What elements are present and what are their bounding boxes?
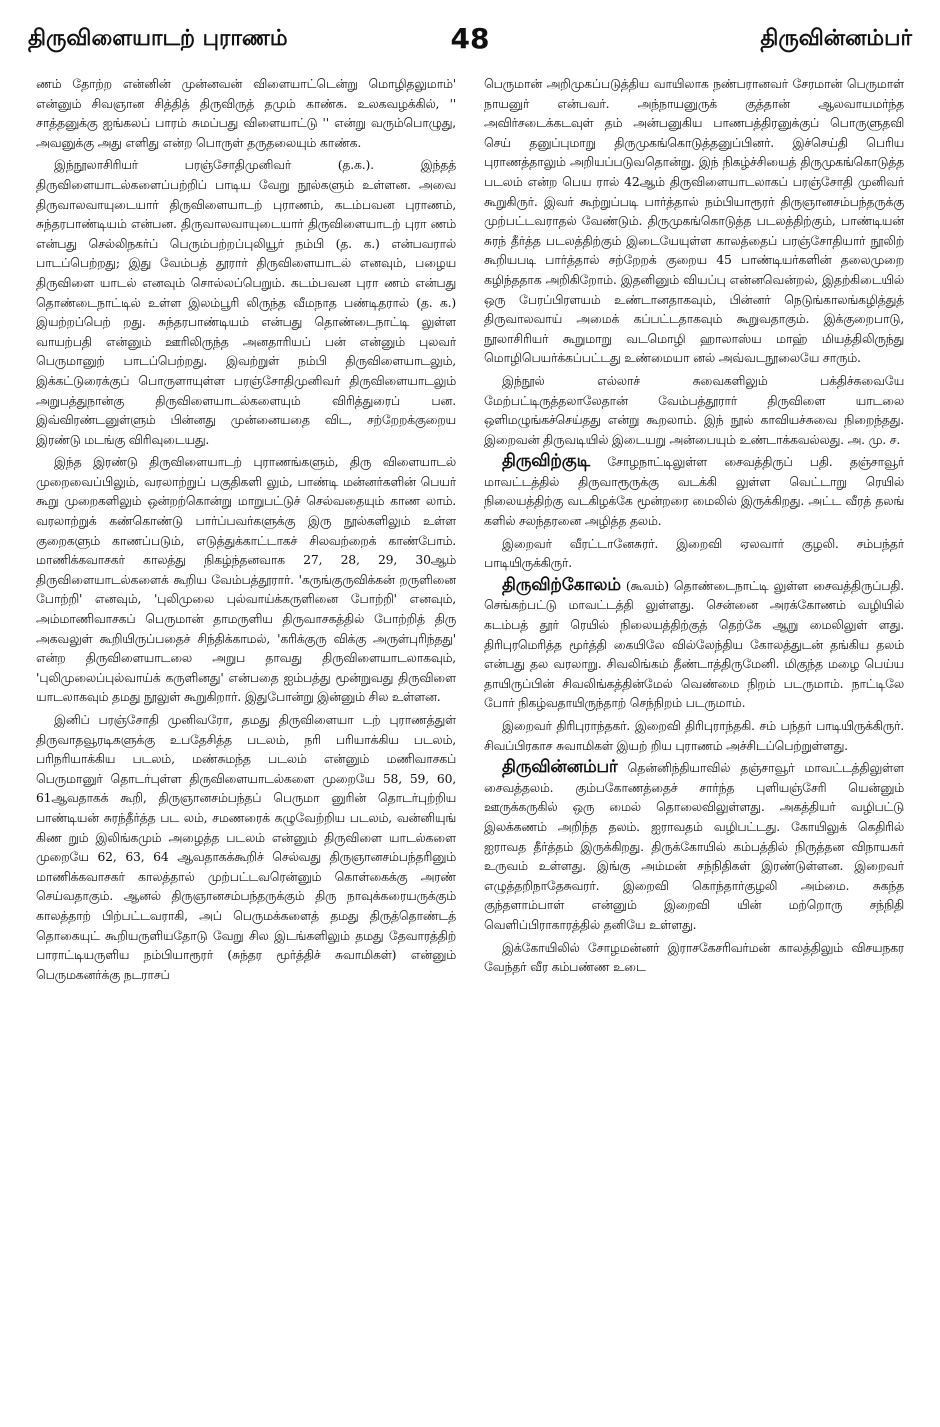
- paragraph: இனிப் பரஞ்சோதி முனிவரோ, தமது திருவிளையா டற் புராணத்துள் திருவாதவூரடிகளுக்கு உபதேசித்த படலம், நரி பரியாக்கிய படலம், பரிநரியாக்கிய படலம், மண்சுமந்த படலம் என்னும் மணிவாசகப் பெருமானுர் தொடர்புள்ள திருவிளையாடல்களை முறையே 58, 59, 60, 61ஆவதாகக் கூறி, திருஞானசம்பந்தப் பெருமா னுரின் தொடர்புற்றிய பாண்டியன் சுரந்தீர்த்த பட லம், சமணரைக் கழுவேற்றிய படலம், வன்னியுங் கிண றும் இலிங்கமும் அழைத்த படலம் என்னும் திருவிளை யாடல்களை முறையே 62, 63, 64 ஆவதாகக்கூறிச் செல்வது திருஞானசம்பந்தரினும் மாணிக்கவாசகர் காலத்தால் முற்பட்டவரென்னும் கொள்கைக்கு அரண் செய்வதாகும். ஆனல் திருஞானசம்பந்தருக்கும் திரு நாவுக்கரையருக்கும் காலத்தாற் பிற்பட்டவராகி, அப் பெருமக்களைத் தமது திருத்தொண்டத் தொகையுட் கூறியருளியதோடு வேறு சில இடங்களிலும் தமது தேவாரத்திற் பாராட்டியருளிய நம்பியாரூரர் (சுந்தர மூர்த்திச் சுவாமிகள்) என்னும் பெருமகனர்க்கு நடராசப்: [36, 712, 456, 982]
- paragraph: இந்த இரண்டு திருவிளையாடற் புராணங்களும், திரு விளையாடல் முறைவைப்பிலும், வரலாற்றுப் பகுதிகளி லும், பாண்டி மன்னர்களின் பெயர் கூறு முறைகளிலும் ஒன்றற்கொன்று மாறுபட்டுச் செல்வதையும் காண லாம். வரலாற்றுக் கண்கொண்டு பார்ப்பவர்களுக்கு இரு நூல்களிலும் உள்ள குறைகளும் காணப்படும், எடுத்துக்காட்டாகச் சிலவற்றைக் காண்போம். மாணிக்கவாசகர் காலத்து நிகழ்ந்தனவாக 27, 28, 29, 30ஆம் திருவிளையாடல்களைக் கூறிய வேம்பத்தூரார். 'கருங்குருவிக்கன் றருளினை போற்றி' எனவும், 'புலிமுலை புல்வாய்க்கருளினை போற்றி' எனவும், அம்மாணிவாசகப் பெருமான் தாமருளிய திருவாசகத்தில் போற்றித் திரு அகவலுள் கூறியிருப்பதைச் சிந்திக்காமல், 'கரிக்குரு விக்கு அருள்புரிந்தது' என்ற திருவிளையாடலை அறுப தாவது திருவிளையாடலாகவும், 'புலிமுலைப்புல்வாய்க் கருளினது' என்பதை ஐம்பத்து மூன்றுவது திருவிளை யாடலாகவும் தமது நூலுள் கூறுகிறார். இதுபோன்று இன்னும் சில உள்ளன.: [36, 454, 456, 705]
- page-number: 48: [450, 22, 490, 55]
- running-title-left: திருவிளையாடற் புராணம்: [28, 26, 288, 51]
- left-column: [36, 74, 456, 1414]
- entry-body: (கூவம்) தொண்டைநாட்டி லுள்ள சைவத்திருப்பதி. செங்கற்பட்டு மாவட்டத்தி லுள்ளது. சென்னை அரக்கோணம் வழியில் கடம்பத் தூர் ரெயில் நிலையத்திற்குத் தெற்கே ஆறு மைலிலுள் ளது. திரிபுரமெரித்த மூர்த்தி கையிலே வில்லேந்திய கோலத்துடன் தங்கிய தலம் என்பது தல வரலாறு. சிவலிங்கம் தீண்டாத்திருமேனி. மிகுந்த மழை பெய்ய தாயிருப்பின் சிவலிங்கத்தின்மேல் வெண்மை நிறம் படருமாம். நாட்டிலே போர் நிகழ்வதாயிருந்தாற் செந்நிறம் படருமாம்.: [484, 577, 904, 711]
- entry-thiruvinnambar: [484, 758, 904, 934]
- paragraph: இந்நூல் எல்லாச் சுவைகளிலும் பக்திச்சுவையே மேற்பட்டிருத்தலாலேதான் வேம்பத்தூரார் திருவிளை யாடலை ஒளிமழுங்கச்செய்தது என்று கூறலாம். இந் நூல் காவியச்சுவை நிறைந்தது. இறைவன் திருவடியில் இடையறு அன்பையும் உண்டாக்கவல்லது. அ. மு. ச.: [484, 372, 904, 447]
- entry-body: சோழநாட்டிலுள்ள சைவத்திருப் பதி. தஞ்சாவூர் மாவட்டத்தில் திருவாரூருக்கு வடக்கி லுள்ள வெட்டாறு ரெயில் நிலையத்திற்கு வடகிழக்கே மூன்றரை மைலில் இருக்கிறது. அட்ட வீரத் தலங் களில் சலந்தரனை அழித்த தலம்.: [484, 454, 904, 529]
- entry-thiruvirkolam: [484, 576, 904, 713]
- right-column: [484, 74, 904, 1414]
- page-header: [28, 22, 912, 60]
- paragraph: இக்கோயிலில் சோழமன்னர் இராசகேசரிவர்மன் காலத்திலும் விசயநகர வேந்தர் வீர கம்பண்ண உடை: [484, 939, 904, 975]
- paragraph: இறைவர் வீரட்டானேசுரர். இறைவி ஏலவார் குழலி. சம்பந்தர் பாடியிருக்கிருர்.: [484, 535, 904, 571]
- paragraph: ணம் தோற்ற என்னின் முன்னவன் விளையாட்டென்று மொழிதலுமாம்' என்னும் சிவஞான சித்தித் திருவிருத் தமும் காண்க. உலகவழக்கில், '' சாத்தனுக்கு ஐங்கலப் பாரம் சுமப்பது விளையாட்டு '' என்று வரும்பொழுது, அவனுக்கு அது எளிது என்ற பொருள் தருதலையும் காண்க.: [36, 76, 456, 150]
- entry-heading: திருவிற்குடி: [502, 451, 590, 472]
- paragraph: இந்நூலாசிரியர் பரஞ்சோதிமுனிவர் (த.க.). இந்தத் திருவிளையாடல்களைப்பற்றிப் பாடிய வேறு நூல்களும் உள்ளன. அவை திருவாலவாயுடையார் திருவிளையாடற் புராணம், கடம்பவன புராணம், சுந்தரபாண்டியம் என்பன. திருவாலவாயுடையார் திருவிளையாடற் புரா ணம் என்பது செல்லிநகர்ப் பெரும்பற்றப்புலியூர் நம்பி (த. க.) என்பவரால் பாடப்பெற்றது; இது வேம்பத் தூரார் திருவிளையாடல் எனவும், பழைய திருவிளை யாடல் எனவும் சொல்லப்பெறும். கடம்பவன புரா ணம் என்பது தொண்டைநாட்டில் உள்ள இலம்பூரி லிருந்த வீமநாத பண்டிதரால் (த. க.) இயற்றப்பெற் றது. சுந்தரபாண்டியம் என்பது தொண்டைநாட்டி லுள்ள வாயற்பதி என்னும் ஊரிலிருந்த அனதாரியப் பன் என்னும் புலவர் பெருமானுற் பாடப்பெற்றது. இவற்றுள் நம்பி திருவிளையாடலும், இக்கட்டுரைக்குப் பொருளாயுள்ள பரஞ்சோதிமுனிவர் திருவிளையாடலும் அறுபத்துநான்கு திருவிளையாடல்களையும் விரித்துரைப் பன. இவ்விரண்டனுள்ளும் பின்னது முன்னையதை விட, சற்றேறக்குறைய இரண்டு மடங்கு விரிவுடையது.: [36, 157, 456, 447]
- paragraph: பெருமான் அறிமுகப்படுத்திய வாயிலாக நண்பரானவர் சேரமான் பெருமாள் நாயனுர் என்பவர். அந்நாயனுருக் குத்தான் ஆலவாயமர்ந்த அவிர்சடைக்கடவுள் தம் அன்பனுகிய பாணபத்திரனுக்குப் பொருளுதவி செய் தனுப்புமாறு திருமுகங்கொடுத்தனுப்பினர். இச்செய்தி பெரிய புராணத்தாலும் அறியப்படுவதொன்று. இந் நிகழ்ச்சியைத் திருமுகங்கொடுத்த படலம் என்ற பெய ரால் 42ஆம் திருவிளையாடலாகப் பரஞ்சோதி முனிவர் கூறுகிருர். இவர் கூற்றுப்படி பார்த்தால் நம்பியாரூரர் திருஞானசம்பந்தருக்கு முற்பட்டவராதல் வேண்டும். திருமுகங்கொடுத்த படலத்திற்கும், பாண்டியன் சுரந் தீர்த்த படலத்திற்கும் இடையேயுள்ள காலத்தைப் பரஞ்சோதியார் நூலிற் கூறியபடி பார்த்தால் சற்றேறக் குறைய 45 பாண்டியர்களின் தலைமுறை கழிந்ததாக அறிகிறோம். இதனினும் வியப்பு என்னவென்றல், இதற்கிடையில் ஒரு பேரப்பிரளயம் உண்டானதாகவும், பின்னர் நெடுங்காலங்கழித்துத் திருவாலவாய் அமைக் கப்பட்டதாகவும் கூறுவதாகும். இக்குறைபாடு, நூலாசிரியர் கூறுமாறு வடமொழி ஹாலாஸ்ய மாஹ் மியத்திலிருந்து மொழிபெயர்க்கப்பட்டது உண்மையா னல் அவ்வடநூலையே சாரும்.: [484, 76, 904, 366]
- entry-thiruvirkudi: [484, 452, 904, 530]
- entry-heading: திருவின்னம்பர்: [502, 757, 618, 778]
- paragraph: இறைவர் திரிபுராந்தகர். இறைவி திரிபுராந்தகி. சம் பந்தர் பாடியிருக்கிருர். சிவப்பிரகாச சுவாமிகள் இயற் றிய புராணம் அச்சிடப்பெற்றுள்ளது.: [484, 718, 904, 753]
- entry-body: தென்னிந்தியாவில் தஞ்சாவூர் மாவட்டத்திலுள்ள சைவத்தலம். கும்பகோணத்தைச் சார்ந்த புளியஞ்சேரி யென்னும் ஊருக்கருகில் ஒரு மைல் தொலைவிலுள்ளது. அகத்தியர் வழிபட்டு இலக்கணம் அறிந்த தலம். ஐராவதம் வழிபட்டது. கோயிலுக் கெதிரில் ஐராவத தீர்த்தம் இருக்கிறது. திருக்கோயில் கம்பத்தில் நிருத்தன விநாயகர் உருவம் உள்ளது. இங்கு அம்மன் சந்நிதிகள் இரண்டுள்ளன. இறைவர் எழுத்தறிநாதேசுவரர். இறைவி கொந்தார்குழலி அம்மை. சுகந்த குந்தளாம்பாள் என்னும் இறைவி யின் மற்றொரு சந்நிதி வெளிப்பிராகாரத்தில் தனியே உள்ளது.: [484, 760, 904, 932]
- running-title-right: திருவின்னம்பர்: [760, 26, 912, 51]
- entry-heading: திருவிற்கோலம்: [502, 574, 621, 595]
